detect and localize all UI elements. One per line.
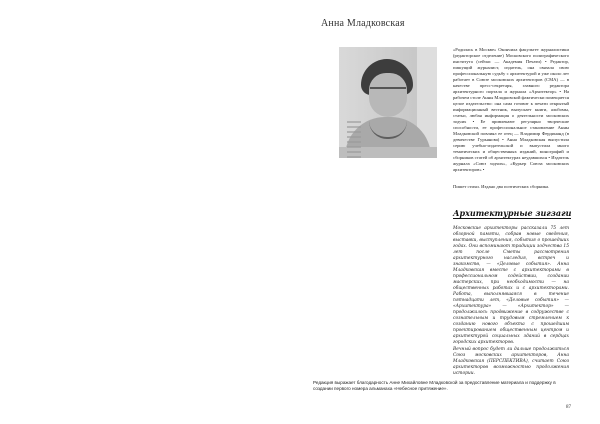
author-bio <box>453 47 569 173</box>
section-title <box>453 208 571 218</box>
article-body <box>453 226 569 378</box>
decorative-ornament <box>347 118 361 158</box>
author-name: Анна Младковская <box>321 18 405 29</box>
page-number: 87 <box>566 405 571 410</box>
article-paragraph: Вечный вопрос будет ли дальше продолжаться Союз московских архитекторов, Анна Младковская (ПЕРСПЕКТИВА), считает Союз архитекторов возможностью продолжения истории. <box>453 347 569 376</box>
photo-figure-glasses <box>370 87 406 98</box>
article-paragraph: Московские архитекторы рассказали 75 лет обзорной памяти, собрав новые сведения, выставки, выступления, события о прошедших годах. Они вспоминают традиции зодчества 15 лет после Сметы рассмотрения архитектурного наследия, встреч и знакомств, — «Деловые события». Анна Младковская вместе с архитекторами в профессиональном содействии, создании мастерских, при необходимости — на общественных работах и с архитекторами. Работа, выполнявшаяся в течение пятнадцати лет, «Деловые события» — «Архитектура» — «Архитектор» — продолжалось продвижение в содружестве с сознательным и трудовым стремлением к созданию нового объекта с прошедшим проектированием общественным центром и архитектурой социальных зданий в сердцах городских архитекторов. <box>453 226 569 345</box>
bio-paragraph: «Родилась в Москве» Окончила факультет журналистики (редакторское отделение) Московского полиграфического института (сейчас — Академия Печати) • Редактор, пишущий журналист, издатель, она связала свою профессиональную судьбу с архитектурой и уже около лет работает в Союзе московских архитекторов (СМА) — в качестве пресс-секретаря, главного редактора архитектурного портала и журнала «Архитектор» • На рабочем столе Анны Младковской фактически помещается целое издательство: она сама готовит к печати открытый информационный вестник, выпускает книги, альбомы, статьи, любая информация о деятельности московских зодчих • Ее привлекают регулярно творческие способности, ее профессиональное становление Анны Младковской повлиял ее отец — Владимир Фердинанд (в девичестве Гурьянова) • Анна Младковская выпустила серию учебно-издательской и выпустила много тематических и общественных изданий, монографий и сборников статей об архитектурах неудавшихся • Издатель журнала «Союз зодчих», «Курьер Союза московских архитекторов» • <box>453 47 569 172</box>
section-title-text: Архитектурные зигзаги <box>453 208 572 218</box>
poetry-note: Пишет стихи. Издано два поэтических сборника. <box>453 184 550 189</box>
acknowledgement-footnote: Редакция выражает благодарность Анне Михайловне Младковской за предоставление материала и поддержку в создании первого номера альманаха «Небесное притяжение». <box>313 380 556 391</box>
